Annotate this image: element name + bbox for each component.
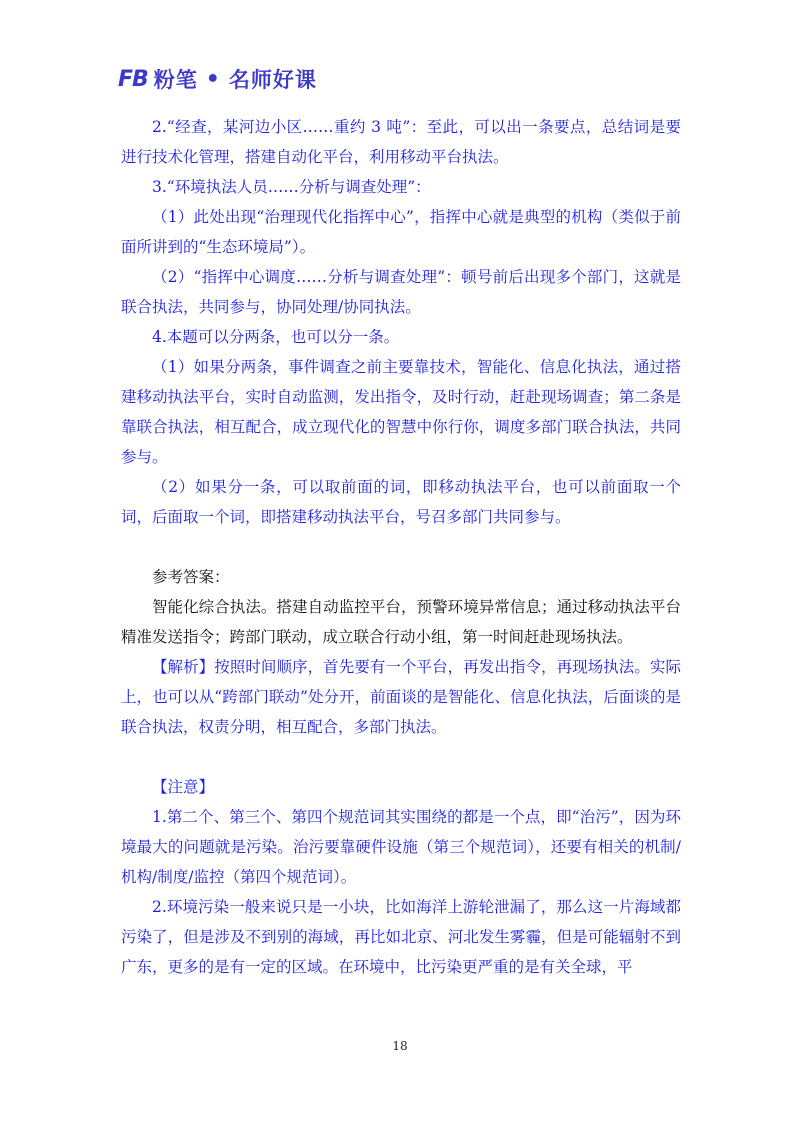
paragraph: 2.“经查，某河边小区……重约 3 吨”：至此，可以出一条要点，总结词是要进行技术化管理，搭建自动化平台，利用移动平台执法。 (121, 118, 681, 166)
paragraph: （2）如果分一条，可以取前面的词，即移动执法平台，也可以前面取一个词，后面取一个词，即搭建移动执法平台，号召多部门共同参与。 (121, 478, 681, 526)
logo-dot: • (205, 66, 221, 92)
page-content (121, 112, 681, 982)
notes-heading: 【注意】 (152, 778, 215, 796)
note-item: 2.环境污染一般来说只是一小块，比如海洋上游轮泄漏了，那么这一片海域都污染了，但是涉及不到别的海域，再比如北京、河北发生雾霾，但是可能辐射不到广东，更多的是有一定的区域。在环境中，比污染更严重的是有关全球，平 (121, 898, 681, 976)
paragraph: （1）此处出现“治理现代化指挥中心”，指挥中心就是典型的机构（类似于前面所讲到的“生态环境局”）。 (121, 208, 681, 256)
logo-slogan: 名师好课 (228, 68, 317, 92)
note-item: 1.第二个、第三个、第四个规范词其实围绕的都是一个点，即“治污”，因为环境最大的问题就是污染。治污要靠硬件设施（第三个规范词），还要有相关的机制/机构/制度/监控（第四个规范词）。 (121, 808, 681, 886)
blank-line (121, 532, 681, 562)
paragraph: （1）如果分两条，事件调查之前主要靠技术，智能化、信息化执法，通过搭建移动执法平台，实时自动监测，发出指令，及时行动，赶赴现场调查；第二条是靠联合执法，相互配合，成立现代化的智慧中你行你，调度多部门联合执法，共同参与。 (121, 358, 681, 466)
logo-mark-icon: FB (118, 66, 148, 92)
paragraph: 3.“环境执法人员……分析与调查处理”： (152, 178, 431, 196)
paragraph: 4.本题可以分两条，也可以分一条。 (152, 328, 400, 346)
brand-logo (118, 64, 317, 94)
page-number: 18 (392, 1039, 408, 1053)
answer-heading: 参考答案： (152, 568, 230, 586)
answer-text: 智能化综合执法。搭建自动监控平台，预警环境异常信息；通过移动执法平台精准发送指令；跨部门联动，成立联合行动小组，第一时间赶赴现场执法。 (121, 598, 681, 646)
paragraph: （2）“指挥中心调度……分析与调查处理”：顿号前后出现多个部门，这就是联合执法，共同参与，协同处理/协同执法。 (121, 268, 681, 316)
analysis-text: 【解析】按照时间顺序，首先要有一个平台，再发出指令，再现场执法。实际上，也可以从“跨部门联动”处分开，前面谈的是智能化、信息化执法，后面谈的是联合执法，权责分明，相互配合，多部门执法。 (121, 658, 681, 736)
blank-line (121, 742, 681, 772)
logo-name: 粉笔 (153, 68, 198, 92)
